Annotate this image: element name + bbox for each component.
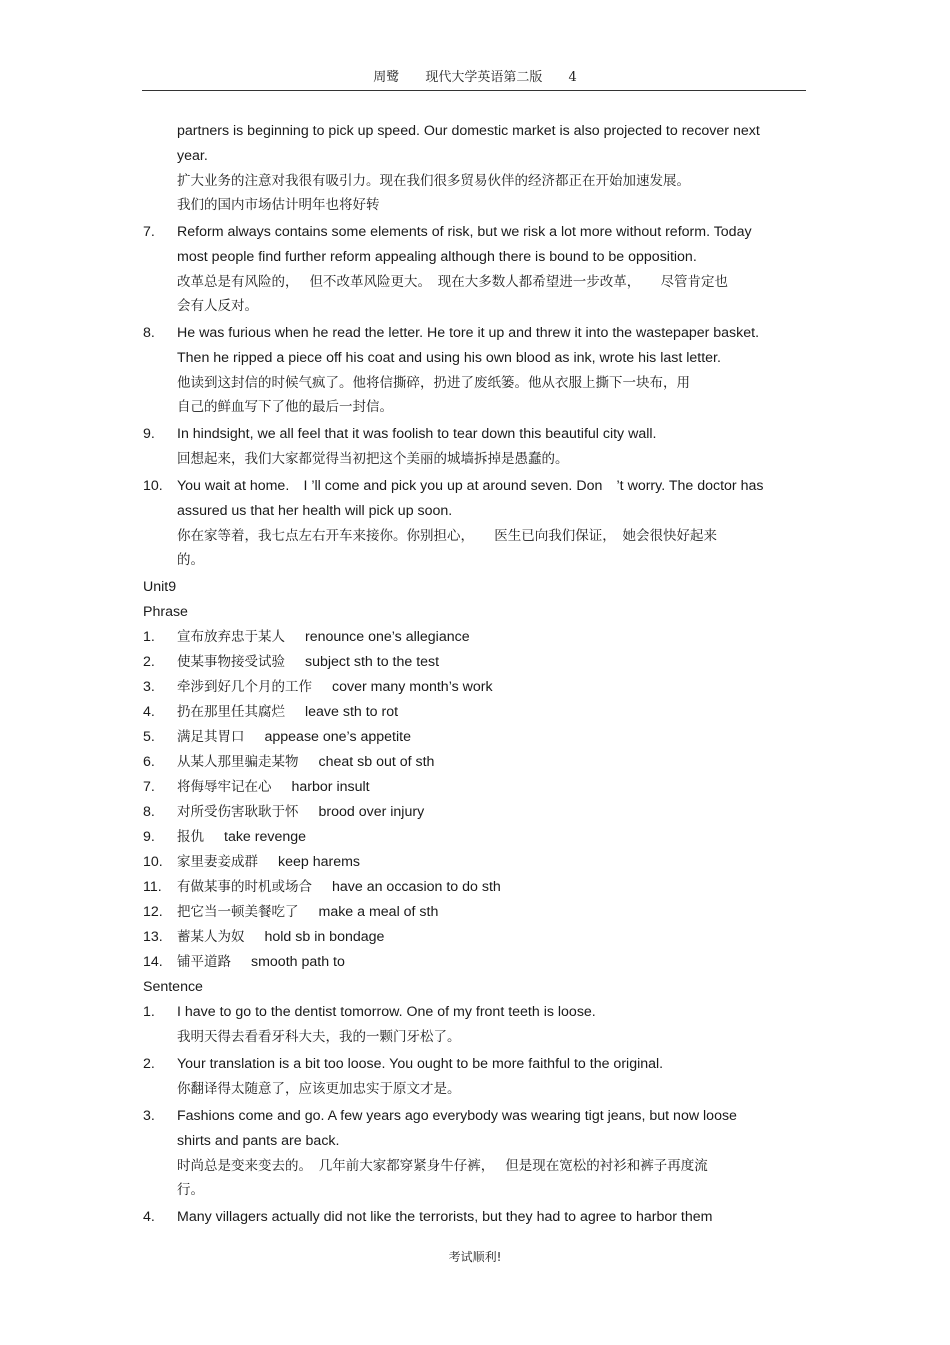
header-rule <box>142 90 806 91</box>
phrase-item <box>143 875 807 900</box>
item-number: 7. <box>143 779 155 795</box>
phrase-item <box>143 700 807 725</box>
continued-en-line: year. <box>177 148 208 164</box>
chinese-line: 你在家等着，我七点左右开车来接你。你别担心， 医生已向我们保证， 她会很快好起来 <box>177 528 717 544</box>
phrase-chinese: 对所受伤害耿耿于怀 <box>177 804 299 820</box>
item-number: 4. <box>143 1209 155 1225</box>
phrase-english: leave sth to rot <box>305 704 399 720</box>
item-number: 2. <box>143 654 155 670</box>
chinese-line: 你翻译得太随意了，应该更加忠实于原文才是。 <box>177 1081 461 1097</box>
item-number: 1. <box>143 1004 155 1020</box>
english-line: In hindsight, we all feel that it was foolish to tear down this beautiful city wall. <box>177 426 657 442</box>
item-number: 6. <box>143 754 155 770</box>
phrase-chinese: 宣布放弃忠于某人 <box>177 629 285 645</box>
english-line: I have to go to the dentist tomorrow. One of my front teeth is loose. <box>177 1004 596 1020</box>
chinese-line: 时尚总是变来变去的。 几年前大家都穿紧身牛仔裤， 但是现在宽松的衬衫和裤子再度流 <box>177 1158 708 1174</box>
header-author: 周鹭 <box>373 70 400 85</box>
phrase-item <box>143 925 807 950</box>
english-line: Many villagers actually did not like the terrorists, but they had to agree to harbor them <box>177 1209 713 1225</box>
phrase-item <box>143 775 807 800</box>
english-line: Fashions come and go. A few years ago everybody was wearing tigt jeans, but now loose <box>177 1108 737 1124</box>
phrase-english: cover many month’s work <box>332 679 493 695</box>
phrase-chinese: 铺平道路 <box>177 954 231 970</box>
english-line: assured us that her health will pick up soon. <box>177 503 453 519</box>
item-number: 12. <box>143 904 163 920</box>
item-number: 13. <box>143 929 163 945</box>
page-footer: 考试顺利! <box>448 1250 502 1264</box>
phrase-english: take revenge <box>224 829 307 845</box>
phrase-english: cheat sb out of sth <box>318 754 435 770</box>
chinese-line: 改革总是有风险的， 但不改革风险更大。 现在大多数人都希望进一步改革， 尽管肯定也 <box>177 274 729 290</box>
phrase-item <box>143 825 807 850</box>
english-line: You wait at home. I ’ll come and pick you up at around seven. Don ’t worry. The doctor has <box>177 478 764 494</box>
phrase-english: have an occasion to do sth <box>332 879 501 895</box>
sentence-item <box>143 474 807 572</box>
phrase-chinese: 牵涉到好几个月的工作 <box>177 679 312 695</box>
chinese-line: 会有人反对。 <box>177 298 258 314</box>
phrase-item <box>143 900 807 925</box>
sentence-item <box>143 321 807 419</box>
phrase-english: smooth path to <box>251 954 345 970</box>
item-number: 3. <box>143 679 155 695</box>
item-number: 10. <box>143 478 163 494</box>
chinese-line: 我明天得去看看牙科大夫，我的一颗门牙松了。 <box>177 1029 461 1045</box>
phrase-chinese: 把它当一顿美餐吃了 <box>177 904 299 920</box>
sentence-item <box>143 1052 807 1101</box>
phrase-item <box>143 800 807 825</box>
phrase-english: harbor insult <box>291 779 370 795</box>
phrase-english: subject sth to the test <box>305 654 440 670</box>
phrase-english: brood over injury <box>318 804 425 820</box>
phrase-english: appease one’s appetite <box>264 729 411 745</box>
phrase-chinese: 有做某事的时机或场合 <box>177 879 312 895</box>
continued-zh-line: 我们的国内市场估计明年也将好转 <box>177 197 380 213</box>
header-page-number: 4 <box>568 70 577 85</box>
phrase-item <box>143 850 807 875</box>
english-line: Your translation is a bit too loose. You ought to be more faithful to the original. <box>177 1056 664 1072</box>
phrase-item <box>143 950 807 975</box>
sentence-item <box>143 422 807 471</box>
phrase-chinese: 家里妻妾成群 <box>177 854 258 870</box>
chinese-line: 他读到这封信的时候气疯了。他将信撕碎，扔进了废纸篓。他从衣服上撕下一块布，用 <box>177 375 690 391</box>
phrase-chinese: 报仇 <box>177 829 204 845</box>
page-header <box>0 66 950 85</box>
sentence-item <box>143 1104 807 1202</box>
phrase-item <box>143 625 807 650</box>
phrase-item <box>143 650 807 675</box>
continued-item <box>143 119 807 217</box>
item-number: 7. <box>143 224 155 240</box>
chinese-line: 的。 <box>177 552 204 568</box>
item-number: 14. <box>143 954 163 970</box>
phrase-chinese: 将侮辱牢记在心 <box>177 779 272 795</box>
sentence-heading: Sentence <box>143 979 203 995</box>
phrase-chinese: 蓄某人为奴 <box>177 929 245 945</box>
english-line: shirts and pants are back. <box>177 1133 340 1149</box>
continued-en-line: partners is beginning to pick up speed. Our domestic market is also projected to recover next <box>177 123 760 139</box>
item-number: 8. <box>143 325 155 341</box>
item-number: 8. <box>143 804 155 820</box>
item-number: 2. <box>143 1056 155 1072</box>
phrase-english: renounce one’s allegiance <box>305 629 470 645</box>
english-line: He was furious when he read the letter. He tore it up and threw it into the wastepaper basket. <box>177 325 760 341</box>
item-number: 3. <box>143 1108 155 1124</box>
phrase-item <box>143 750 807 775</box>
unit-heading: Unit9 <box>143 579 177 595</box>
item-number: 1. <box>143 629 155 645</box>
sentence-item <box>143 1205 807 1230</box>
header-title: 现代大学英语第二版 <box>425 70 543 85</box>
sentence-item <box>143 1000 807 1049</box>
item-number: 9. <box>143 426 155 442</box>
phrase-item <box>143 675 807 700</box>
chinese-line: 自己的鲜血写下了他的最后一封信。 <box>177 399 393 415</box>
english-line: Reform always contains some elements of risk, but we risk a lot more without reform. Today <box>177 224 752 240</box>
item-number: 9. <box>143 829 155 845</box>
sentence-item <box>143 220 807 318</box>
item-number: 4. <box>143 704 155 720</box>
page-content <box>143 119 807 1233</box>
phrase-english: keep harems <box>278 854 361 870</box>
chinese-line: 行。 <box>177 1182 204 1198</box>
english-line: most people find further reform appealing although there is bound to be opposition. <box>177 249 697 265</box>
phrase-chinese: 满足其胃口 <box>177 729 245 745</box>
phrase-english: hold sb in bondage <box>264 929 385 945</box>
item-number: 10. <box>143 854 163 870</box>
item-number: 11. <box>143 879 162 895</box>
item-number: 5. <box>143 729 155 745</box>
continued-zh-line: 扩大业务的注意对我很有吸引力。现在我们很多贸易伙伴的经济都正在开始加速发展。 <box>177 173 690 189</box>
phrase-chinese: 扔在那里任其腐烂 <box>177 704 285 720</box>
phrase-chinese: 使某事物接受试验 <box>177 654 285 670</box>
chinese-line: 回想起来，我们大家都觉得当初把这个美丽的城墙拆掉是愚蠢的。 <box>177 451 569 467</box>
phrase-chinese: 从某人那里骗走某物 <box>177 754 299 770</box>
phrase-heading: Phrase <box>143 604 188 620</box>
phrase-english: make a meal of sth <box>318 904 439 920</box>
phrase-item <box>143 725 807 750</box>
english-line: Then he ripped a piece off his coat and using his own blood as ink, wrote his last letter. <box>177 350 721 366</box>
